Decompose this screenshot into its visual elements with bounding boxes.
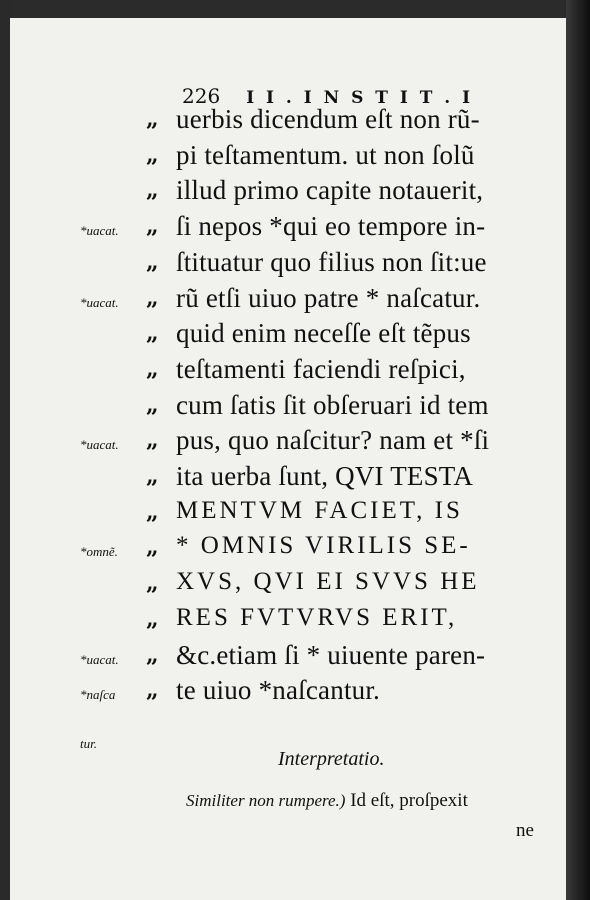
quotation-mark: „ — [146, 498, 159, 525]
text-line — [10, 354, 566, 392]
line-text: MENTVM FACIET, IS — [176, 496, 463, 524]
text-line — [10, 461, 566, 499]
quotation-mark: „ — [146, 177, 159, 204]
text-line — [10, 318, 566, 356]
text-line — [10, 104, 566, 142]
quotation-mark: „ — [146, 248, 159, 275]
text-line — [10, 675, 566, 713]
text-line — [10, 425, 566, 463]
margin-note-continuation: tur. — [80, 736, 97, 751]
section-heading: Interpretatio. — [278, 748, 385, 770]
text-line — [10, 497, 566, 535]
margin-note: *omnẽ. — [80, 544, 118, 560]
quotation-mark: „ — [146, 677, 159, 704]
quotation-mark: „ — [146, 320, 159, 347]
quotation-mark: „ — [146, 534, 159, 561]
quotation-mark: „ — [146, 641, 159, 668]
text-line — [10, 283, 566, 321]
book-gutter — [566, 0, 590, 900]
line-text: * OMNIS VIRILIS SE- — [176, 532, 471, 560]
text-line — [10, 140, 566, 178]
quotation-mark: „ — [146, 106, 159, 132]
line-text: ſtituatur quo filius non ſit:ue — [176, 246, 487, 277]
line-text: cum ſatis ſit obſeruari id tem — [176, 389, 489, 420]
line-text: teſtamenti faciendi reſpici, — [176, 353, 466, 384]
line-text: te uiuo *naſcantur. — [176, 675, 380, 706]
scan-left-border — [0, 0, 10, 900]
commentary-text: Id eſt, proſpexit — [345, 790, 468, 811]
line-text: pi teſtamentum. ut non ſolũ — [176, 139, 475, 170]
line-text: RES FVTVRVS ERIT, — [176, 603, 458, 631]
line-text: quid enim neceſſe eſt tẽpus — [176, 318, 471, 349]
line-text: illud primo capite notauerit, — [176, 175, 484, 206]
line-text: XVS, QVI EI SVVS HE — [176, 568, 480, 596]
text-line — [10, 175, 566, 213]
catchword: ne — [516, 820, 534, 841]
page-number: 226 — [182, 84, 221, 108]
quotation-mark: „ — [146, 605, 159, 632]
quotation-mark: „ — [146, 141, 159, 168]
margin-note: *uacat. — [80, 651, 119, 667]
line-text: ita uerba ſunt, QVI TESTA — [176, 461, 474, 491]
text-line — [10, 390, 566, 428]
text-line — [10, 247, 566, 285]
line-text: pus, quo naſcitur? nam et *ſi — [176, 425, 490, 456]
margin-note: *uacat. — [80, 223, 119, 239]
quotation-mark: „ — [146, 570, 159, 597]
text-line — [10, 640, 566, 678]
margin-note: *naſca — [80, 687, 116, 703]
margin-note: *uacat. — [80, 437, 119, 453]
quotation-mark: „ — [146, 355, 159, 382]
scan-top-border — [0, 0, 590, 18]
text-line — [10, 604, 566, 642]
quotation-mark: „ — [146, 463, 159, 489]
commentary-lemma: Similiter non rumpere.) — [186, 791, 346, 810]
line-text: rũ etſi uiuo patre * naſcatur. — [176, 282, 481, 313]
text-line — [10, 532, 566, 570]
text-line — [10, 568, 566, 606]
running-head: I I . I N S T I T . I — [246, 88, 474, 108]
quotation-mark: „ — [146, 284, 159, 311]
text-line — [10, 211, 566, 249]
commentary-line — [186, 790, 468, 812]
line-text: uerbis dicendum eſt non rũ- — [176, 104, 480, 134]
book-page — [10, 18, 566, 900]
line-text: &c.etiam ſi * uiuente paren- — [176, 639, 486, 670]
quotation-mark: „ — [146, 213, 159, 240]
quotation-mark: „ — [146, 427, 159, 454]
margin-note: *uacat. — [80, 294, 119, 310]
line-text: ſi nepos *qui eo tempore in- — [176, 211, 486, 242]
quotation-mark: „ — [146, 391, 159, 418]
